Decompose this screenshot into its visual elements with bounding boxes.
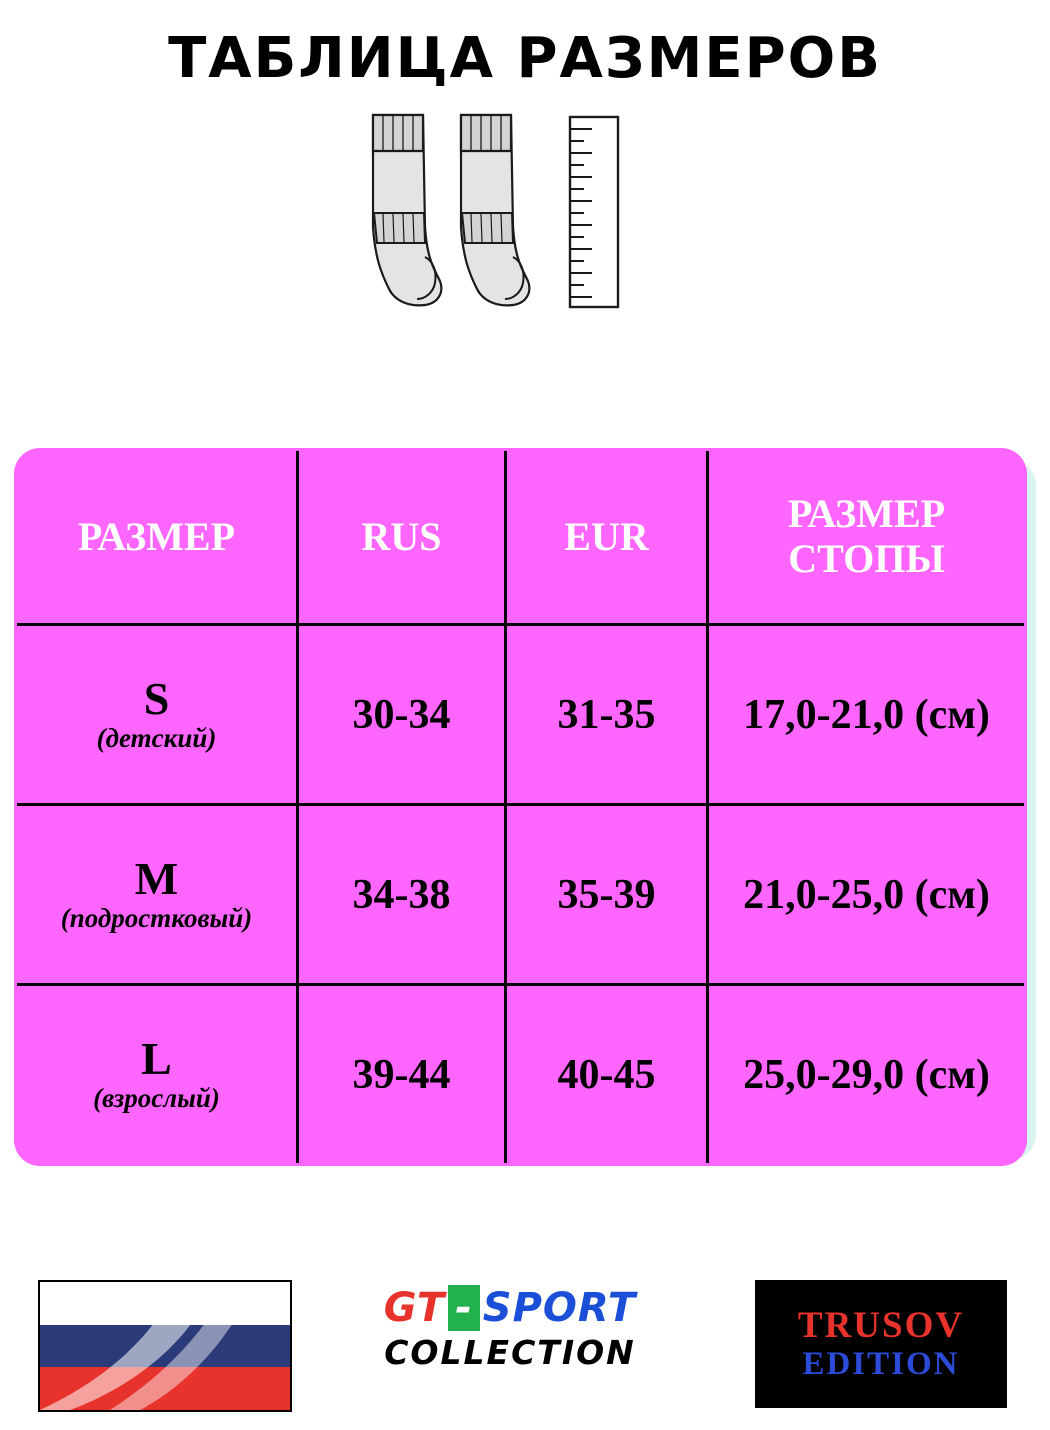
header-foot-line2: СТОПЫ [788, 536, 945, 581]
header-size: РАЗМЕР [16, 450, 298, 625]
table-header-row [16, 450, 1026, 625]
row-foot-m: 21,0-25,0 (см) [708, 805, 1026, 985]
size-table-container [14, 448, 1036, 1166]
row-size-s [16, 625, 298, 805]
brand-logo [365, 1285, 655, 1372]
brand-collection: COLLECTION [384, 1333, 636, 1372]
row-size-m [16, 805, 298, 985]
table-row [16, 985, 1026, 1165]
row-rus-s: 30-34 [298, 625, 506, 805]
header-eur: EUR [506, 450, 708, 625]
page-title: ТАБЛИЦА РАЗМЕРОВ [168, 26, 882, 91]
russian-flag-icon [38, 1280, 292, 1412]
size-letter: L [141, 1032, 172, 1084]
brand-gt: GT [383, 1285, 446, 1331]
socks-and-ruler-graphic [365, 107, 685, 337]
header-foot-line1: РАЗМЕР [787, 491, 946, 537]
brand-sport: SPORT [482, 1285, 637, 1331]
sock-icon [461, 115, 529, 305]
illustration [0, 107, 1050, 337]
size-letter: M [134, 852, 179, 904]
row-foot-l: 25,0-29,0 (см) [708, 985, 1026, 1165]
size-table [14, 448, 1027, 1166]
edition-badge [755, 1280, 1007, 1408]
footer [0, 1275, 1050, 1415]
row-rus-m: 34-38 [298, 805, 506, 985]
row-eur-m: 35-39 [506, 805, 708, 985]
ruler-icon [570, 117, 618, 307]
size-sublabel: (детский) [96, 722, 217, 753]
edition-line2: EDITION [802, 1346, 960, 1383]
size-sublabel: (подростковый) [60, 902, 253, 933]
table-row [16, 625, 1026, 805]
size-letter: S [143, 672, 170, 724]
flag-swoosh [40, 1282, 290, 1410]
row-eur-l: 40-45 [506, 985, 708, 1165]
row-foot-s: 17,0-21,0 (см) [708, 625, 1026, 805]
brand-dash: - [448, 1285, 480, 1331]
row-rus-l: 39-44 [298, 985, 506, 1165]
header-foot-size [708, 450, 1026, 625]
brand-logo-line1 [365, 1285, 655, 1331]
table-row [16, 805, 1026, 985]
row-size-l [16, 985, 298, 1165]
header-rus: RUS [298, 450, 506, 625]
row-eur-s: 31-35 [506, 625, 708, 805]
size-sublabel: (взрослый) [93, 1082, 220, 1113]
sock-icon [373, 115, 441, 305]
edition-line1: TRUSOV [797, 1304, 965, 1346]
